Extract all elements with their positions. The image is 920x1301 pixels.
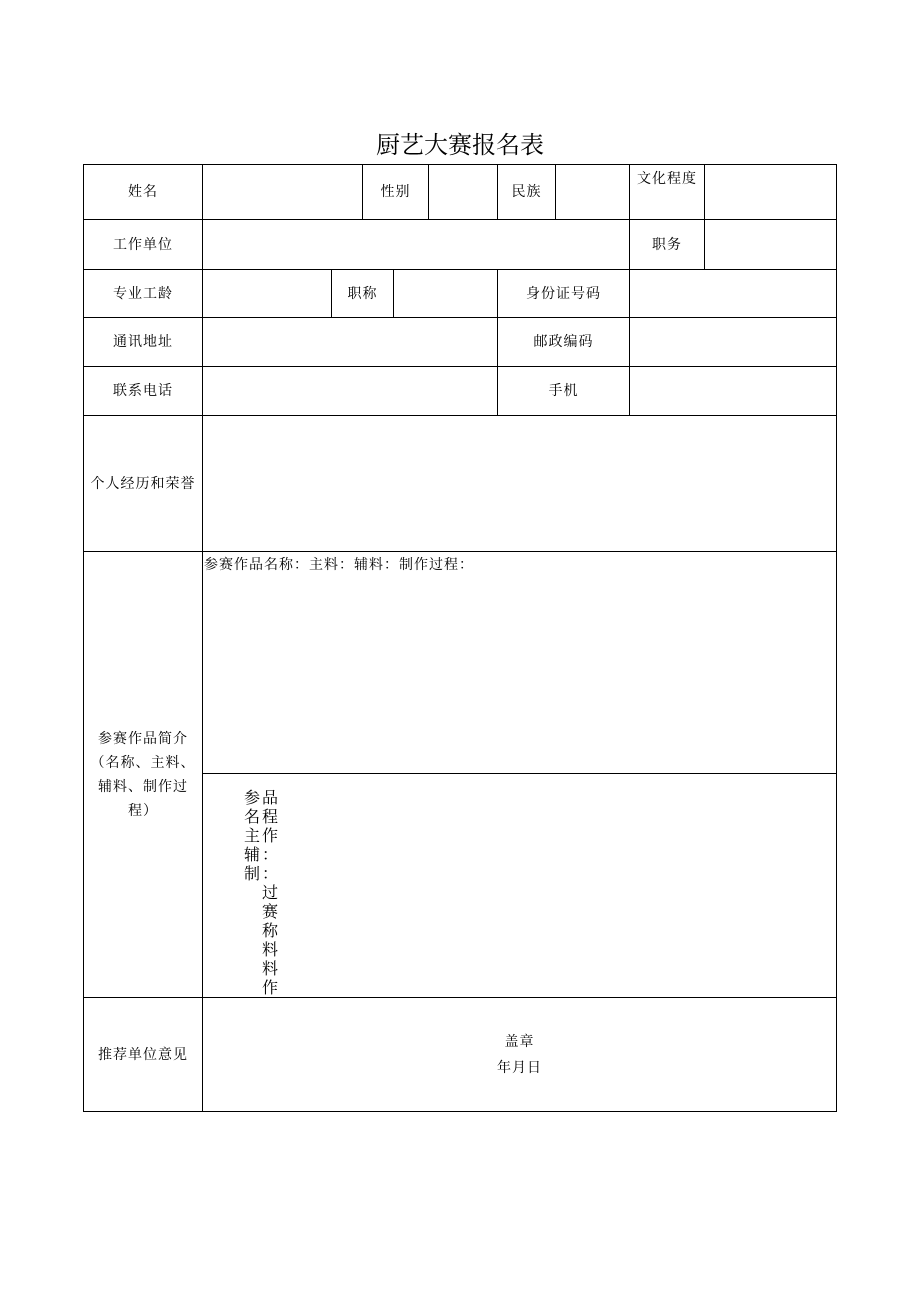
vertical-char: ： xyxy=(261,845,278,864)
vertical-char: 制 xyxy=(243,864,260,883)
recommendation-label: 推荐单位意见 xyxy=(84,998,203,1111)
name-value-cell xyxy=(203,165,363,219)
table-row xyxy=(84,270,836,318)
table-row xyxy=(84,165,836,220)
stamp-block xyxy=(497,1029,542,1081)
ethnicity-label: 民族 xyxy=(498,165,556,219)
gender-value-cell xyxy=(429,165,498,219)
postcode-label: 邮政编码 xyxy=(498,318,630,366)
entry-intro-label-lines xyxy=(91,727,196,823)
work-unit-label: 工作单位 xyxy=(84,220,203,269)
form-title: 厨艺大赛报名表 xyxy=(376,131,544,159)
history-label: 个人经历和荣誉 xyxy=(84,416,203,551)
education-value-cell xyxy=(705,165,836,219)
vertical-text-column-2 xyxy=(261,788,279,997)
table-row xyxy=(84,998,836,1111)
entry-intro-vertical-text-cell xyxy=(203,774,836,997)
vertical-char: 主 xyxy=(243,826,260,845)
date-text: 年月日 xyxy=(497,1059,542,1076)
name-label: 姓名 xyxy=(84,165,203,219)
mobile-label: 手机 xyxy=(498,367,630,415)
address-label: 通讯地址 xyxy=(84,318,203,366)
work-unit-value-cell xyxy=(203,220,630,269)
phone-label: 联系电话 xyxy=(84,367,203,415)
entry-intro-label-line: 辅料、制作过 xyxy=(98,778,188,795)
table-row xyxy=(84,367,836,416)
table-row xyxy=(84,552,836,998)
mobile-value-cell xyxy=(630,367,836,415)
table-row xyxy=(84,220,836,270)
recommendation-value-cell xyxy=(203,998,836,1111)
vertical-char: ： xyxy=(261,864,278,883)
job-title-label: 职称 xyxy=(332,270,394,317)
vertical-char: 料 xyxy=(261,940,278,959)
address-value-cell xyxy=(203,318,498,366)
entry-intro-label-line: 参赛作品简介 xyxy=(98,730,188,747)
vertical-char: 品 xyxy=(261,788,278,807)
vertical-char: 赛 xyxy=(261,902,278,921)
vertical-char: 作 xyxy=(261,978,278,997)
gender-label: 性别 xyxy=(363,165,429,219)
vertical-char: 程 xyxy=(261,807,278,826)
vertical-text-column-1 xyxy=(243,788,261,883)
id-number-label: 身份证号码 xyxy=(498,270,630,317)
position-label: 职务 xyxy=(630,220,705,269)
experience-years-value-cell xyxy=(203,270,332,317)
entry-intro-value-area xyxy=(203,552,836,997)
table-row xyxy=(84,318,836,367)
phone-value-cell xyxy=(203,367,498,415)
vertical-char: 料 xyxy=(261,959,278,978)
entry-intro-label-line: 程） xyxy=(128,802,158,819)
vertical-char: 过 xyxy=(261,883,278,902)
registration-table xyxy=(83,164,837,1112)
entry-intro-label xyxy=(84,552,203,997)
postcode-value-cell xyxy=(630,318,836,366)
vertical-char: 辅 xyxy=(243,845,260,864)
vertical-char: 名 xyxy=(243,807,260,826)
vertical-char: 参 xyxy=(243,788,260,807)
id-number-value-cell xyxy=(630,270,836,317)
entry-intro-prompt: 参赛作品名称：主料：辅料：制作过程： xyxy=(203,552,836,774)
vertical-char: 作 xyxy=(261,826,278,845)
vertical-char: 称 xyxy=(261,921,278,940)
education-label: 文化程度 xyxy=(630,165,705,219)
job-title-value-cell xyxy=(394,270,498,317)
ethnicity-value-cell xyxy=(556,165,630,219)
table-row xyxy=(84,416,836,552)
stamp-text: 盖章 xyxy=(504,1033,535,1050)
entry-intro-label-line: （名称、主料、 xyxy=(90,754,196,771)
experience-years-label: 专业工龄 xyxy=(84,270,203,317)
history-value-cell xyxy=(203,416,836,551)
position-value-cell xyxy=(705,220,836,269)
